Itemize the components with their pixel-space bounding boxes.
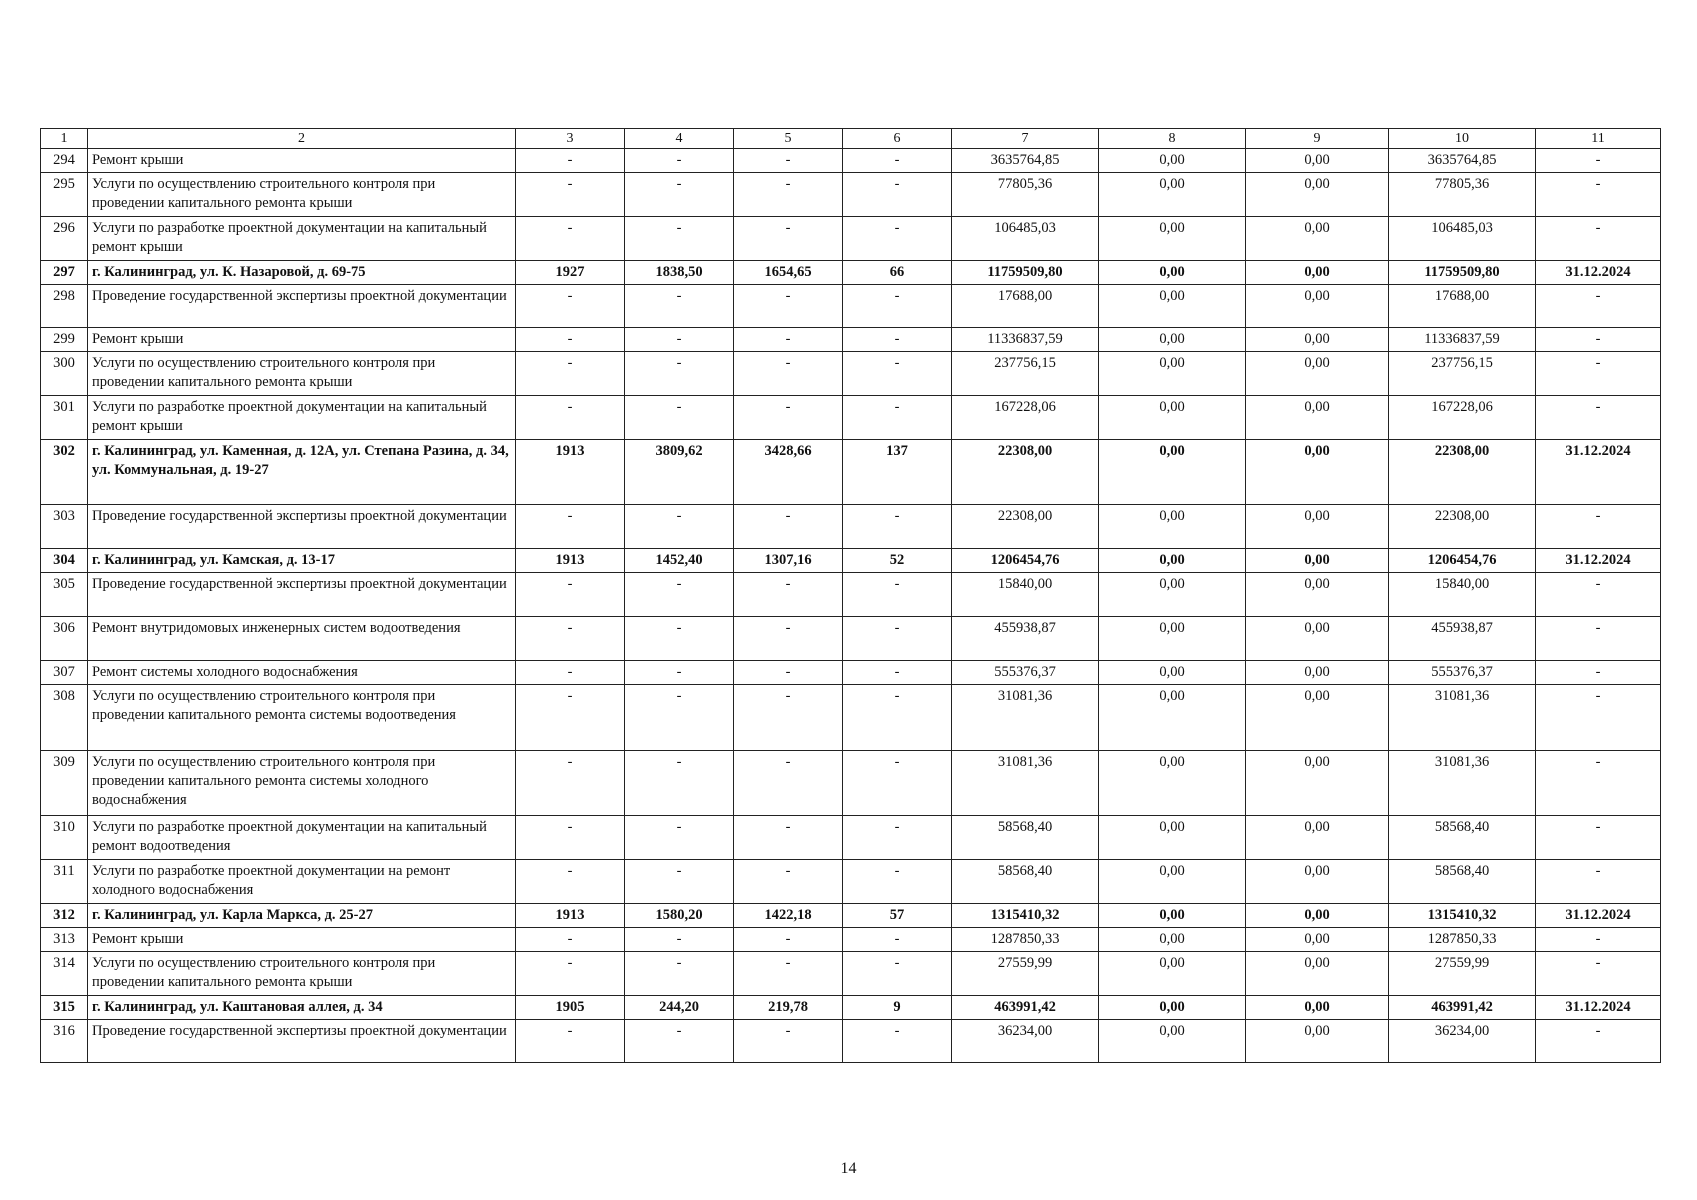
build-year-cell: - xyxy=(516,1020,625,1063)
item-name: Проведение государственной экспертизы проектной документации xyxy=(88,1020,516,1063)
regional-funds-cell: 0,00 xyxy=(1246,996,1389,1020)
total-area-cell: - xyxy=(625,860,734,904)
total-area-cell: 3809,62 xyxy=(625,440,734,505)
residents-cell: 57 xyxy=(843,904,952,928)
document-sheet xyxy=(40,128,1660,1063)
item-name: Услуги по разработке проектной документации на капитальный ремонт крыши xyxy=(88,396,516,440)
regional-funds-cell: 0,00 xyxy=(1246,505,1389,549)
column-number: 5 xyxy=(734,129,843,149)
row-number: 312 xyxy=(41,904,88,928)
total-area-cell: 1452,40 xyxy=(625,549,734,573)
total-cost-cell: 11759509,80 xyxy=(952,261,1099,285)
build-year-cell: - xyxy=(516,285,625,328)
table-row xyxy=(41,217,1661,261)
item-name: Ремонт системы холодного водоснабжения xyxy=(88,661,516,685)
total-cost-cell: 31081,36 xyxy=(952,685,1099,751)
total-cost-cell: 15840,00 xyxy=(952,573,1099,617)
total-area-cell: - xyxy=(625,1020,734,1063)
living-area-cell: - xyxy=(734,573,843,617)
total-area-cell: - xyxy=(625,328,734,352)
residents-cell: - xyxy=(843,751,952,816)
owner-funds-cell: 1315410,32 xyxy=(1389,904,1536,928)
build-year-cell: - xyxy=(516,952,625,996)
living-area-cell: 219,78 xyxy=(734,996,843,1020)
deadline-cell: - xyxy=(1536,173,1661,217)
deadline-cell: 31.12.2024 xyxy=(1536,440,1661,505)
owner-funds-cell: 58568,40 xyxy=(1389,816,1536,860)
residents-cell: - xyxy=(843,396,952,440)
living-area-cell: - xyxy=(734,328,843,352)
federal-funds-cell: 0,00 xyxy=(1099,996,1246,1020)
column-number: 11 xyxy=(1536,129,1661,149)
total-cost-cell: 17688,00 xyxy=(952,285,1099,328)
page-number: 14 xyxy=(840,1160,857,1177)
item-name: Услуги по осуществлению строительного контроля при проведении капитального ремонта крыши xyxy=(88,952,516,996)
deadline-cell: - xyxy=(1536,217,1661,261)
deadline-cell: - xyxy=(1536,573,1661,617)
table-row xyxy=(41,285,1661,328)
table-row xyxy=(41,173,1661,217)
column-number: 3 xyxy=(516,129,625,149)
regional-funds-cell: 0,00 xyxy=(1246,173,1389,217)
deadline-cell: - xyxy=(1536,860,1661,904)
owner-funds-cell: 31081,36 xyxy=(1389,751,1536,816)
federal-funds-cell: 0,00 xyxy=(1099,396,1246,440)
deadline-cell: 31.12.2024 xyxy=(1536,904,1661,928)
living-area-cell: 1307,16 xyxy=(734,549,843,573)
living-area-cell: - xyxy=(734,816,843,860)
residents-cell: - xyxy=(843,816,952,860)
total-cost-cell: 36234,00 xyxy=(952,1020,1099,1063)
total-area-cell: - xyxy=(625,505,734,549)
column-number: 9 xyxy=(1246,129,1389,149)
build-year-cell: 1913 xyxy=(516,549,625,573)
build-year-cell: - xyxy=(516,816,625,860)
federal-funds-cell: 0,00 xyxy=(1099,149,1246,173)
federal-funds-cell: 0,00 xyxy=(1099,285,1246,328)
deadline-cell: - xyxy=(1536,396,1661,440)
build-year-cell: - xyxy=(516,149,625,173)
total-area-cell: 244,20 xyxy=(625,996,734,1020)
owner-funds-cell: 455938,87 xyxy=(1389,617,1536,661)
row-number: 307 xyxy=(41,661,88,685)
regional-funds-cell: 0,00 xyxy=(1246,860,1389,904)
total-area-cell: - xyxy=(625,952,734,996)
build-year-cell: - xyxy=(516,661,625,685)
total-area-cell: - xyxy=(625,173,734,217)
item-name: Услуги по осуществлению строительного контроля при проведении капитального ремонта крыши xyxy=(88,352,516,396)
regional-funds-cell: 0,00 xyxy=(1246,816,1389,860)
regional-funds-cell: 0,00 xyxy=(1246,440,1389,505)
build-year-cell: - xyxy=(516,217,625,261)
row-number: 300 xyxy=(41,352,88,396)
federal-funds-cell: 0,00 xyxy=(1099,261,1246,285)
regional-funds-cell: 0,00 xyxy=(1246,617,1389,661)
regional-funds-cell: 0,00 xyxy=(1246,285,1389,328)
living-area-cell: 1654,65 xyxy=(734,261,843,285)
item-name: Ремонт крыши xyxy=(88,328,516,352)
item-name: Услуги по осуществлению строительного контроля при проведении капитального ремонта системы холодного водоснабжения xyxy=(88,751,516,816)
total-cost-cell: 3635764,85 xyxy=(952,149,1099,173)
build-year-cell: - xyxy=(516,751,625,816)
row-number: 309 xyxy=(41,751,88,816)
build-year-cell: - xyxy=(516,685,625,751)
deadline-cell: - xyxy=(1536,928,1661,952)
owner-funds-cell: 11336837,59 xyxy=(1389,328,1536,352)
row-number: 306 xyxy=(41,617,88,661)
row-number: 316 xyxy=(41,1020,88,1063)
table-row xyxy=(41,549,1661,573)
owner-funds-cell: 36234,00 xyxy=(1389,1020,1536,1063)
living-area-cell: - xyxy=(734,505,843,549)
total-cost-cell: 1206454,76 xyxy=(952,549,1099,573)
item-name: Услуги по разработке проектной документации на ремонт холодного водоснабжения xyxy=(88,860,516,904)
federal-funds-cell: 0,00 xyxy=(1099,217,1246,261)
column-number-row xyxy=(41,129,1661,149)
total-area-cell: - xyxy=(625,928,734,952)
total-area-cell: - xyxy=(625,617,734,661)
row-number: 297 xyxy=(41,261,88,285)
total-area-cell: - xyxy=(625,149,734,173)
total-cost-cell: 1315410,32 xyxy=(952,904,1099,928)
row-number: 313 xyxy=(41,928,88,952)
owner-funds-cell: 77805,36 xyxy=(1389,173,1536,217)
regional-funds-cell: 0,00 xyxy=(1246,352,1389,396)
deadline-cell: - xyxy=(1536,661,1661,685)
row-number: 298 xyxy=(41,285,88,328)
living-area-cell: - xyxy=(734,860,843,904)
item-name: г. Калининград, ул. Карла Маркса, д. 25-27 xyxy=(88,904,516,928)
residents-cell: - xyxy=(843,352,952,396)
federal-funds-cell: 0,00 xyxy=(1099,860,1246,904)
build-year-cell: 1905 xyxy=(516,996,625,1020)
residents-cell: 9 xyxy=(843,996,952,1020)
residents-cell: - xyxy=(843,928,952,952)
residents-cell: - xyxy=(843,661,952,685)
living-area-cell: - xyxy=(734,149,843,173)
total-area-cell: 1580,20 xyxy=(625,904,734,928)
living-area-cell: - xyxy=(734,1020,843,1063)
owner-funds-cell: 463991,42 xyxy=(1389,996,1536,1020)
column-number: 10 xyxy=(1389,129,1536,149)
deadline-cell: - xyxy=(1536,352,1661,396)
regional-funds-cell: 0,00 xyxy=(1246,751,1389,816)
living-area-cell: - xyxy=(734,661,843,685)
total-area-cell: - xyxy=(625,816,734,860)
deadline-cell: - xyxy=(1536,617,1661,661)
residents-cell: 66 xyxy=(843,261,952,285)
total-cost-cell: 58568,40 xyxy=(952,816,1099,860)
build-year-cell: 1913 xyxy=(516,440,625,505)
federal-funds-cell: 0,00 xyxy=(1099,928,1246,952)
row-number: 308 xyxy=(41,685,88,751)
owner-funds-cell: 237756,15 xyxy=(1389,352,1536,396)
table-row xyxy=(41,261,1661,285)
federal-funds-cell: 0,00 xyxy=(1099,952,1246,996)
federal-funds-cell: 0,00 xyxy=(1099,549,1246,573)
item-name: Проведение государственной экспертизы проектной документации xyxy=(88,573,516,617)
total-cost-cell: 77805,36 xyxy=(952,173,1099,217)
total-cost-cell: 11336837,59 xyxy=(952,328,1099,352)
owner-funds-cell: 167228,06 xyxy=(1389,396,1536,440)
row-number: 299 xyxy=(41,328,88,352)
residents-cell: - xyxy=(843,217,952,261)
row-number: 303 xyxy=(41,505,88,549)
living-area-cell: - xyxy=(734,285,843,328)
item-name: г. Калининград, ул. Каштановая аллея, д. 34 xyxy=(88,996,516,1020)
total-cost-cell: 31081,36 xyxy=(952,751,1099,816)
residents-cell: - xyxy=(843,505,952,549)
table-row xyxy=(41,617,1661,661)
deadline-cell: - xyxy=(1536,952,1661,996)
deadline-cell: - xyxy=(1536,149,1661,173)
build-year-cell: - xyxy=(516,860,625,904)
federal-funds-cell: 0,00 xyxy=(1099,505,1246,549)
column-number: 4 xyxy=(625,129,734,149)
regional-funds-cell: 0,00 xyxy=(1246,217,1389,261)
living-area-cell: 1422,18 xyxy=(734,904,843,928)
table-row xyxy=(41,952,1661,996)
regional-funds-cell: 0,00 xyxy=(1246,661,1389,685)
federal-funds-cell: 0,00 xyxy=(1099,573,1246,617)
federal-funds-cell: 0,00 xyxy=(1099,816,1246,860)
table-row xyxy=(41,328,1661,352)
build-year-cell: - xyxy=(516,505,625,549)
deadline-cell: - xyxy=(1536,285,1661,328)
deadline-cell: - xyxy=(1536,751,1661,816)
table-row xyxy=(41,661,1661,685)
total-cost-cell: 1287850,33 xyxy=(952,928,1099,952)
item-name: Услуги по осуществлению строительного контроля при проведении капитального ремонта крыши xyxy=(88,173,516,217)
owner-funds-cell: 31081,36 xyxy=(1389,685,1536,751)
table-row xyxy=(41,816,1661,860)
build-year-cell: - xyxy=(516,328,625,352)
column-number: 8 xyxy=(1099,129,1246,149)
row-number: 301 xyxy=(41,396,88,440)
build-year-cell: - xyxy=(516,352,625,396)
total-cost-cell: 167228,06 xyxy=(952,396,1099,440)
living-area-cell: 3428,66 xyxy=(734,440,843,505)
build-year-cell: - xyxy=(516,573,625,617)
build-year-cell: - xyxy=(516,928,625,952)
total-area-cell: - xyxy=(625,661,734,685)
total-area-cell: - xyxy=(625,685,734,751)
item-name: Услуги по осуществлению строительного контроля при проведении капитального ремонта системы водоотведения xyxy=(88,685,516,751)
deadline-cell: - xyxy=(1536,1020,1661,1063)
table-row xyxy=(41,996,1661,1020)
owner-funds-cell: 11759509,80 xyxy=(1389,261,1536,285)
item-name: г. Калининград, ул. К. Назаровой, д. 69-75 xyxy=(88,261,516,285)
owner-funds-cell: 106485,03 xyxy=(1389,217,1536,261)
deadline-cell: 31.12.2024 xyxy=(1536,549,1661,573)
row-number: 296 xyxy=(41,217,88,261)
owner-funds-cell: 22308,00 xyxy=(1389,440,1536,505)
federal-funds-cell: 0,00 xyxy=(1099,173,1246,217)
federal-funds-cell: 0,00 xyxy=(1099,685,1246,751)
living-area-cell: - xyxy=(734,352,843,396)
federal-funds-cell: 0,00 xyxy=(1099,328,1246,352)
federal-funds-cell: 0,00 xyxy=(1099,661,1246,685)
item-name: Проведение государственной экспертизы проектной документации xyxy=(88,285,516,328)
residents-cell: - xyxy=(843,685,952,751)
build-year-cell: - xyxy=(516,617,625,661)
living-area-cell: - xyxy=(734,685,843,751)
column-number: 2 xyxy=(88,129,516,149)
deadline-cell: 31.12.2024 xyxy=(1536,261,1661,285)
residents-cell: - xyxy=(843,617,952,661)
column-number: 6 xyxy=(843,129,952,149)
build-year-cell: - xyxy=(516,173,625,217)
row-number: 295 xyxy=(41,173,88,217)
table-row xyxy=(41,751,1661,816)
total-cost-cell: 237756,15 xyxy=(952,352,1099,396)
owner-funds-cell: 22308,00 xyxy=(1389,505,1536,549)
residents-cell: 137 xyxy=(843,440,952,505)
residents-cell: - xyxy=(843,328,952,352)
total-cost-cell: 106485,03 xyxy=(952,217,1099,261)
federal-funds-cell: 0,00 xyxy=(1099,440,1246,505)
total-cost-cell: 22308,00 xyxy=(952,440,1099,505)
table-row xyxy=(41,860,1661,904)
owner-funds-cell: 555376,37 xyxy=(1389,661,1536,685)
column-number: 7 xyxy=(952,129,1099,149)
living-area-cell: - xyxy=(734,952,843,996)
owner-funds-cell: 17688,00 xyxy=(1389,285,1536,328)
regional-funds-cell: 0,00 xyxy=(1246,685,1389,751)
table-row xyxy=(41,928,1661,952)
table-row xyxy=(41,440,1661,505)
table-row xyxy=(41,505,1661,549)
residents-cell: - xyxy=(843,952,952,996)
owner-funds-cell: 1206454,76 xyxy=(1389,549,1536,573)
regional-funds-cell: 0,00 xyxy=(1246,261,1389,285)
living-area-cell: - xyxy=(734,396,843,440)
total-area-cell: - xyxy=(625,352,734,396)
federal-funds-cell: 0,00 xyxy=(1099,904,1246,928)
regional-funds-cell: 0,00 xyxy=(1246,1020,1389,1063)
total-cost-cell: 22308,00 xyxy=(952,505,1099,549)
objects-table xyxy=(40,128,1661,1063)
regional-funds-cell: 0,00 xyxy=(1246,549,1389,573)
table-row xyxy=(41,396,1661,440)
row-number: 294 xyxy=(41,149,88,173)
residents-cell: - xyxy=(843,1020,952,1063)
living-area-cell: - xyxy=(734,928,843,952)
deadline-cell: - xyxy=(1536,505,1661,549)
deadline-cell: 31.12.2024 xyxy=(1536,996,1661,1020)
total-cost-cell: 455938,87 xyxy=(952,617,1099,661)
item-name: Ремонт крыши xyxy=(88,149,516,173)
regional-funds-cell: 0,00 xyxy=(1246,573,1389,617)
federal-funds-cell: 0,00 xyxy=(1099,352,1246,396)
owner-funds-cell: 27559,99 xyxy=(1389,952,1536,996)
row-number: 302 xyxy=(41,440,88,505)
item-name: г. Калининград, ул. Каменная, д. 12А, ул. Степана Разина, д. 34, ул. Коммунальная, д. 19-27 xyxy=(88,440,516,505)
regional-funds-cell: 0,00 xyxy=(1246,328,1389,352)
table-row xyxy=(41,1020,1661,1063)
living-area-cell: - xyxy=(734,173,843,217)
table-row xyxy=(41,573,1661,617)
regional-funds-cell: 0,00 xyxy=(1246,904,1389,928)
total-area-cell: - xyxy=(625,285,734,328)
total-area-cell: - xyxy=(625,217,734,261)
total-cost-cell: 58568,40 xyxy=(952,860,1099,904)
regional-funds-cell: 0,00 xyxy=(1246,149,1389,173)
row-number: 315 xyxy=(41,996,88,1020)
federal-funds-cell: 0,00 xyxy=(1099,617,1246,661)
row-number: 311 xyxy=(41,860,88,904)
deadline-cell: - xyxy=(1536,685,1661,751)
total-cost-cell: 27559,99 xyxy=(952,952,1099,996)
regional-funds-cell: 0,00 xyxy=(1246,928,1389,952)
total-cost-cell: 463991,42 xyxy=(952,996,1099,1020)
item-name: г. Калининград, ул. Камская, д. 13-17 xyxy=(88,549,516,573)
living-area-cell: - xyxy=(734,217,843,261)
item-name: Услуги по разработке проектной документации на капитальный ремонт крыши xyxy=(88,217,516,261)
owner-funds-cell: 3635764,85 xyxy=(1389,149,1536,173)
build-year-cell: - xyxy=(516,396,625,440)
total-area-cell: - xyxy=(625,573,734,617)
total-area-cell: 1838,50 xyxy=(625,261,734,285)
living-area-cell: - xyxy=(734,751,843,816)
table-row xyxy=(41,149,1661,173)
table-row xyxy=(41,352,1661,396)
residents-cell: 52 xyxy=(843,549,952,573)
column-number: 1 xyxy=(41,129,88,149)
residents-cell: - xyxy=(843,573,952,617)
federal-funds-cell: 0,00 xyxy=(1099,1020,1246,1063)
table-row xyxy=(41,904,1661,928)
deadline-cell: - xyxy=(1536,328,1661,352)
residents-cell: - xyxy=(843,149,952,173)
item-name: Проведение государственной экспертизы проектной документации xyxy=(88,505,516,549)
build-year-cell: 1927 xyxy=(516,261,625,285)
residents-cell: - xyxy=(843,285,952,328)
item-name: Ремонт крыши xyxy=(88,928,516,952)
owner-funds-cell: 15840,00 xyxy=(1389,573,1536,617)
living-area-cell: - xyxy=(734,617,843,661)
residents-cell: - xyxy=(843,173,952,217)
row-number: 314 xyxy=(41,952,88,996)
table-row xyxy=(41,685,1661,751)
item-name: Услуги по разработке проектной документации на капитальный ремонт водоотведения xyxy=(88,816,516,860)
owner-funds-cell: 58568,40 xyxy=(1389,860,1536,904)
regional-funds-cell: 0,00 xyxy=(1246,396,1389,440)
owner-funds-cell: 1287850,33 xyxy=(1389,928,1536,952)
deadline-cell: - xyxy=(1536,816,1661,860)
build-year-cell: 1913 xyxy=(516,904,625,928)
item-name: Ремонт внутридомовых инженерных систем водоотведения xyxy=(88,617,516,661)
row-number: 304 xyxy=(41,549,88,573)
row-number: 310 xyxy=(41,816,88,860)
total-area-cell: - xyxy=(625,751,734,816)
regional-funds-cell: 0,00 xyxy=(1246,952,1389,996)
residents-cell: - xyxy=(843,860,952,904)
total-cost-cell: 555376,37 xyxy=(952,661,1099,685)
total-area-cell: - xyxy=(625,396,734,440)
row-number: 305 xyxy=(41,573,88,617)
federal-funds-cell: 0,00 xyxy=(1099,751,1246,816)
